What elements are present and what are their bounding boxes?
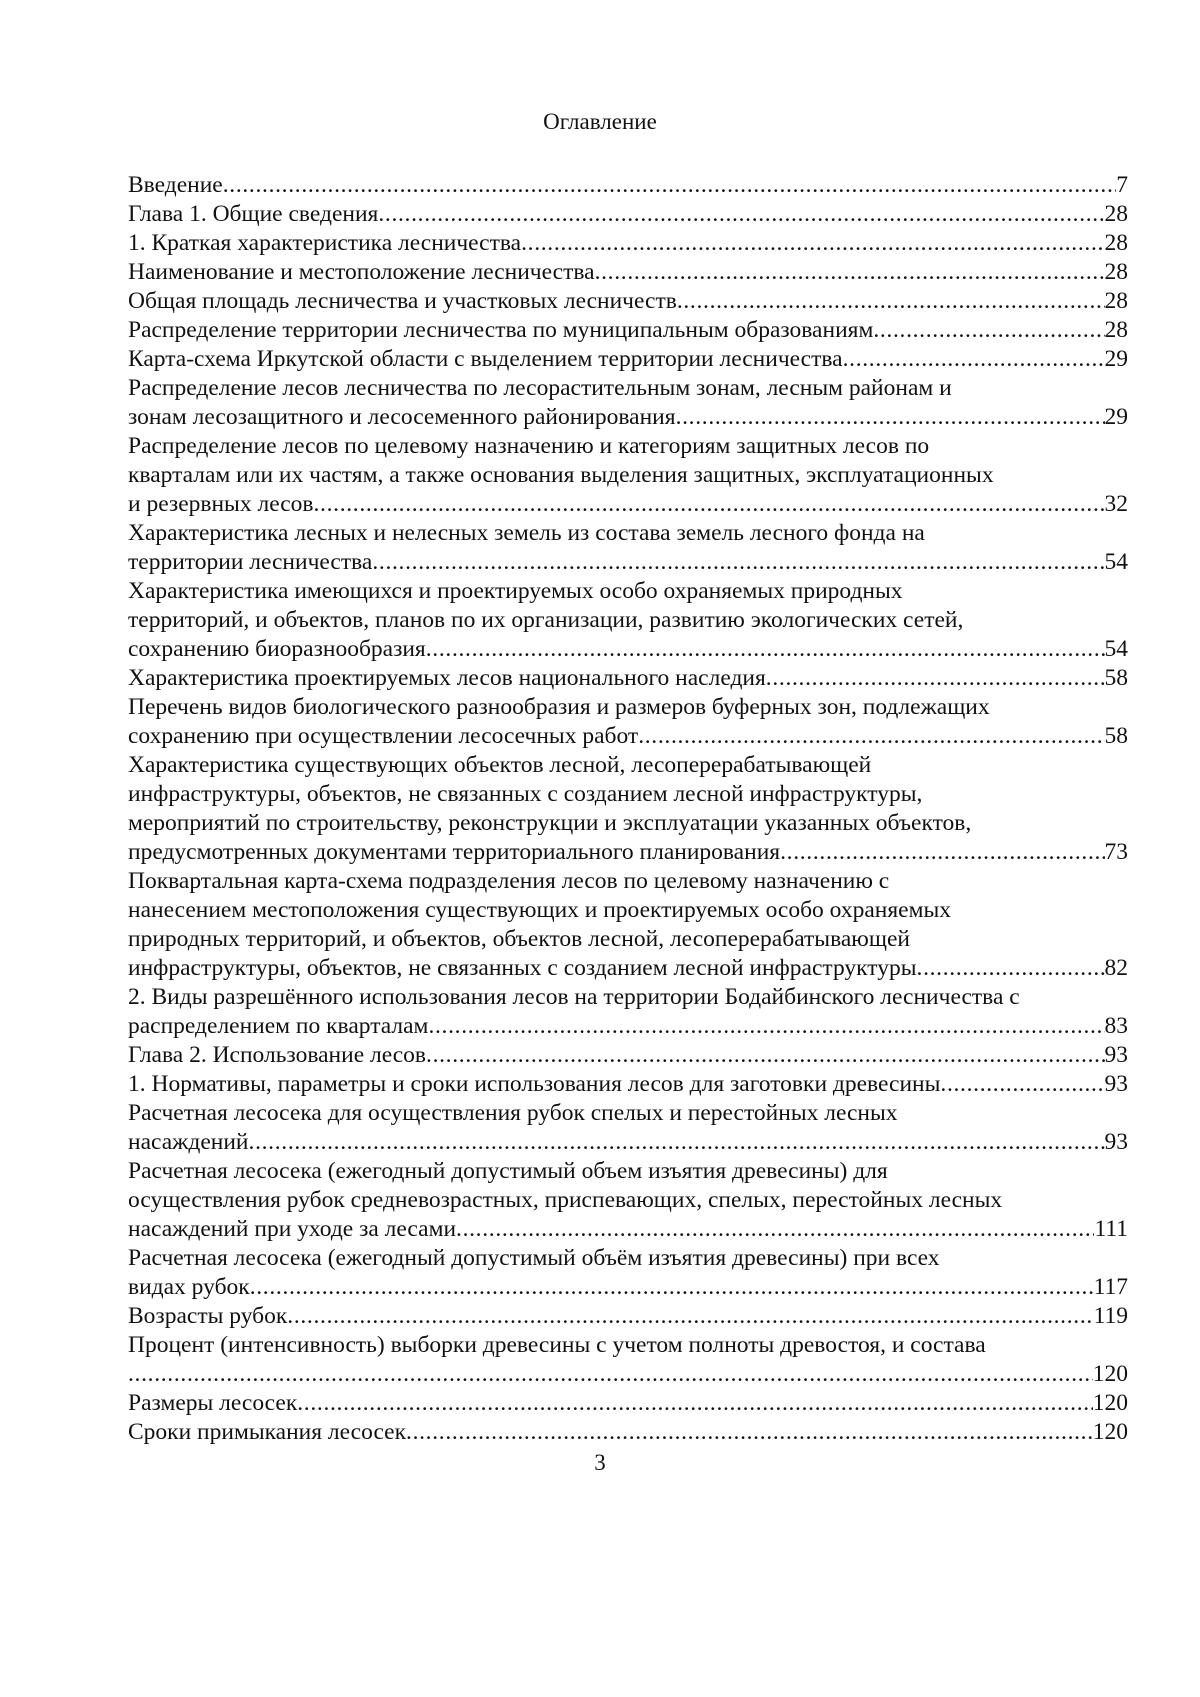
- dot-leader: [372, 548, 1104, 577]
- toc-entry[interactable]: [128, 1244, 1128, 1302]
- toc-entry-line: [128, 577, 1128, 606]
- toc-entry-title: территории лесничества: [128, 549, 373, 575]
- toc-entry[interactable]: [128, 867, 1128, 983]
- dot-leader: [873, 316, 1104, 345]
- toc-entry-line: [128, 983, 1128, 1012]
- toc-entry-title: насаждений при уходе за лесами: [128, 1216, 457, 1242]
- toc-entry-page: 28: [1104, 201, 1128, 227]
- toc-entry[interactable]: [128, 171, 1128, 200]
- toc-entry-last-line: [128, 1215, 1128, 1244]
- toc-entry-last-line: [128, 403, 1128, 432]
- toc-entry-last-line: [128, 258, 1128, 287]
- toc-entry-title: инфраструктуры, объектов, не связанных с созданием лесной инфраструктуры: [128, 955, 917, 981]
- dot-leader: [766, 664, 1105, 693]
- toc-entry-line: [128, 519, 1128, 548]
- toc-entry-page: 93: [1104, 1071, 1128, 1097]
- toc-entry-last-line: [128, 548, 1128, 577]
- toc-entry[interactable]: [128, 1157, 1128, 1244]
- toc-entry-last-line: [128, 316, 1128, 345]
- toc-entry-page: 29: [1104, 346, 1128, 372]
- toc-entry-title: Характеристика проектируемых лесов национального наследия: [128, 665, 766, 691]
- toc-entry-title: Характеристика лесных и нелесных земель из состава земель лесного фонда на: [128, 520, 925, 546]
- toc-entry-last-line: [128, 345, 1128, 374]
- toc-entry[interactable]: [128, 1099, 1128, 1157]
- toc-entry-page: 93: [1104, 1042, 1128, 1068]
- toc-entry[interactable]: [128, 1302, 1128, 1331]
- toc-entry-last-line: [128, 200, 1128, 229]
- toc-entry-page: 54: [1104, 549, 1128, 575]
- toc-entry[interactable]: [128, 200, 1128, 229]
- dot-leader: [456, 1215, 1094, 1244]
- toc-entry-last-line: [128, 664, 1128, 693]
- toc-entry-title: Распределение территории лесничества по муниципальным образованиям: [128, 317, 874, 343]
- toc-entry[interactable]: [128, 1418, 1128, 1447]
- toc-entry[interactable]: [128, 1070, 1128, 1099]
- toc-entry[interactable]: [128, 287, 1128, 316]
- toc-entry-page: 111: [1094, 1216, 1128, 1242]
- dot-leader: [638, 722, 1104, 751]
- page-number: 3: [594, 1450, 606, 1475]
- toc-entry-title: территорий, и объектов, планов по их организации, развитию экологических сетей,: [128, 607, 964, 633]
- toc-entry-title: Характеристика существующих объектов лесной, лесоперерабатывающей: [128, 752, 872, 778]
- toc-entry-last-line: [128, 1012, 1128, 1041]
- toc-entry-page: 93: [1104, 1129, 1128, 1155]
- dot-leader: [677, 287, 1105, 316]
- toc-entry-title: Размеры лесосек: [128, 1390, 298, 1416]
- dot-leader: [521, 229, 1104, 258]
- toc-entry-title: Процент (интенсивность) выборки древесины с учетом полноты древостоя, и состава: [128, 1332, 986, 1358]
- toc-entry-page: 32: [1104, 491, 1128, 517]
- toc-entry-page: 117: [1093, 1274, 1128, 1300]
- toc-entry-page: 29: [1104, 404, 1128, 430]
- toc-entry-title: Перечень видов биологического разнообразия и размеров буферных зон, подлежащих: [128, 694, 990, 720]
- toc-entry-title: Расчетная лесосека (ежегодный допустимый объем изъятия древесины) для: [128, 1158, 888, 1184]
- toc-entry-last-line: [128, 171, 1128, 200]
- toc-entry-title: распределением по кварталам: [128, 1013, 429, 1039]
- toc-entry[interactable]: [128, 258, 1128, 287]
- toc-entry-page: 120: [1092, 1361, 1128, 1387]
- toc-entry-line: [128, 461, 1128, 490]
- toc-entry-line: [128, 1244, 1128, 1273]
- toc-entry-last-line: [128, 1070, 1128, 1099]
- toc-entry-line: [128, 432, 1128, 461]
- toc-entry[interactable]: [128, 577, 1128, 664]
- dot-leader: [250, 1273, 1094, 1302]
- toc-entry-last-line: [128, 490, 1128, 519]
- toc-entry-title: насаждений: [128, 1129, 249, 1155]
- page-title: Оглавление: [543, 109, 657, 134]
- toc-entry-line: [128, 809, 1128, 838]
- toc-entry-line: [128, 867, 1128, 896]
- toc-entry-page: 82: [1104, 955, 1128, 981]
- toc-entry-page: 73: [1104, 839, 1128, 865]
- toc-entry-line: [128, 896, 1128, 925]
- dot-leader: [249, 1128, 1105, 1157]
- dot-leader: [843, 345, 1105, 374]
- toc-entry[interactable]: [128, 1389, 1128, 1418]
- toc-entry-last-line: [128, 954, 1128, 983]
- toc-entry[interactable]: [128, 374, 1128, 432]
- toc-entry-title: Глава 2. Использование лесов: [128, 1042, 427, 1068]
- table-of-contents: [128, 171, 1128, 1447]
- toc-entry-line: [128, 925, 1128, 954]
- toc-entry-title: Распределение лесов по целевому назначению и категориям защитных лесов по: [128, 433, 930, 459]
- dot-leader: [287, 1302, 1093, 1331]
- toc-entry-line: [128, 1186, 1128, 1215]
- toc-entry[interactable]: [128, 519, 1128, 577]
- toc-entry-line: [128, 1331, 1128, 1360]
- toc-entry-title: Карта-схема Иркутской области с выделением территории лесничества: [128, 346, 843, 372]
- toc-entry-last-line: [128, 722, 1128, 751]
- toc-entry-title: мероприятий по строительству, реконструкции и эксплуатации указанных объектов,: [128, 810, 972, 836]
- toc-entry[interactable]: [128, 1331, 1128, 1389]
- toc-entry-title: Характеристика имеющихся и проектируемых особо охраняемых природных: [128, 578, 903, 604]
- toc-entry-title: осуществления рубок средневозрастных, приспевающих, спелых, перестойных лесных: [128, 1187, 1003, 1213]
- toc-entry[interactable]: [128, 983, 1128, 1041]
- dot-leader: [426, 1041, 1104, 1070]
- toc-entry-title: Расчетная лесосека для осуществления рубок спелых и перестойных лесных: [128, 1100, 898, 1126]
- toc-entry[interactable]: [128, 229, 1128, 258]
- dot-leader: [406, 1418, 1093, 1447]
- toc-entry-title: 1. Нормативы, параметры и сроки использования лесов для заготовки древесины: [128, 1071, 941, 1097]
- toc-entry-line: [128, 374, 1128, 403]
- toc-entry-last-line: [128, 229, 1128, 258]
- toc-entry-last-line: [128, 1273, 1128, 1302]
- dot-leader: [917, 954, 1105, 983]
- toc-entry-page: 83: [1104, 1013, 1128, 1039]
- toc-entry-last-line: [128, 1389, 1128, 1418]
- dot-leader: [595, 258, 1105, 287]
- toc-entry-page: 54: [1104, 636, 1128, 662]
- toc-entry-last-line: [128, 1302, 1128, 1331]
- toc-entry-title: видах рубок: [128, 1274, 250, 1300]
- toc-entry-page: 28: [1104, 288, 1128, 314]
- toc-entry-title: Расчетная лесосека (ежегодный допустимый объём изъятия древесины) при всех: [128, 1245, 940, 1271]
- toc-entry-page: 7: [1116, 172, 1128, 198]
- toc-entry-title: зонам лесозащитного и лесосеменного районирования: [128, 404, 676, 430]
- toc-entry-title: нанесением местоположения существующих и проектируемых особо охраняемых: [128, 897, 951, 923]
- toc-entry-title: Сроки примыкания лесосек: [128, 1419, 407, 1445]
- toc-entry[interactable]: [128, 345, 1128, 374]
- dot-leader: [128, 1360, 1093, 1389]
- toc-entry-line: [128, 1099, 1128, 1128]
- toc-entry-page: 28: [1104, 317, 1128, 343]
- dot-leader: [940, 1070, 1104, 1099]
- dot-leader: [428, 1012, 1104, 1041]
- toc-entry-page: 28: [1104, 230, 1128, 256]
- dot-leader: [780, 838, 1104, 867]
- toc-entry-page: 28: [1104, 259, 1128, 285]
- toc-entry-page: 58: [1104, 665, 1128, 691]
- toc-entry-title: Глава 1. Общие сведения: [128, 201, 379, 227]
- toc-entry-title: и резервных лесов: [128, 491, 314, 517]
- toc-entry-page: 119: [1093, 1303, 1128, 1329]
- toc-entry-title: Введение: [128, 172, 223, 198]
- toc-entry-title: 1. Краткая характеристика лесничества: [128, 230, 522, 256]
- toc-entry[interactable]: [128, 316, 1128, 345]
- toc-entry-page: 120: [1092, 1419, 1128, 1445]
- toc-entry-last-line: [128, 1128, 1128, 1157]
- toc-entry-last-line: [128, 1418, 1128, 1447]
- toc-entry-title: 2. Виды разрешённого использования лесов на территории Бодайбинского лесничества с: [128, 984, 1020, 1010]
- toc-entry-title: кварталам или их частям, а также основания выделения защитных, эксплуатационных: [128, 462, 994, 488]
- dot-leader: [223, 171, 1117, 200]
- toc-entry[interactable]: [128, 432, 1128, 519]
- toc-entry-title: Общая площадь лесничества и участковых лесничеств: [128, 288, 677, 314]
- toc-entry-line: [128, 606, 1128, 635]
- toc-entry-title: Возрасты рубок: [128, 1303, 288, 1329]
- toc-entry-last-line: [128, 1360, 1128, 1389]
- toc-entry-title: Поквартальная карта-схема подразделения лесов по целевому назначению с: [128, 868, 890, 894]
- toc-entry-line: [128, 693, 1128, 722]
- toc-entry-line: [128, 780, 1128, 809]
- toc-entry-title: предусмотренных документами территориального планирования: [128, 839, 781, 865]
- toc-entry-last-line: [128, 635, 1128, 664]
- toc-entry[interactable]: [128, 693, 1128, 751]
- toc-entry-title: сохранению при осуществлении лесосечных работ: [128, 723, 639, 749]
- toc-entry[interactable]: [128, 664, 1128, 693]
- toc-entry-page: 58: [1104, 723, 1128, 749]
- toc-entry-page: 120: [1092, 1390, 1128, 1416]
- toc-entry-title: инфраструктуры, объектов, не связанных с созданием лесной инфраструктуры,: [128, 781, 923, 807]
- dot-leader: [378, 200, 1104, 229]
- toc-entry-line: [128, 751, 1128, 780]
- toc-entry-title: сохранению биоразнообразия: [128, 636, 426, 662]
- toc-entry-last-line: [128, 287, 1128, 316]
- dot-leader: [297, 1389, 1093, 1418]
- dot-leader: [314, 490, 1105, 519]
- toc-entry-title: Распределение лесов лесничества по лесорастительным зонам, лесным районам и: [128, 375, 952, 401]
- toc-entry-title: Наименование и местоположение лесничества: [128, 259, 595, 285]
- toc-entry[interactable]: [128, 1041, 1128, 1070]
- toc-entry[interactable]: [128, 751, 1128, 867]
- dot-leader: [426, 635, 1105, 664]
- toc-entry-last-line: [128, 1041, 1128, 1070]
- toc-entry-line: [128, 1157, 1128, 1186]
- toc-entry-last-line: [128, 838, 1128, 867]
- dot-leader: [676, 403, 1105, 432]
- toc-entry-title: природных территорий, и объектов, объектов лесной, лесоперерабатывающей: [128, 926, 910, 952]
